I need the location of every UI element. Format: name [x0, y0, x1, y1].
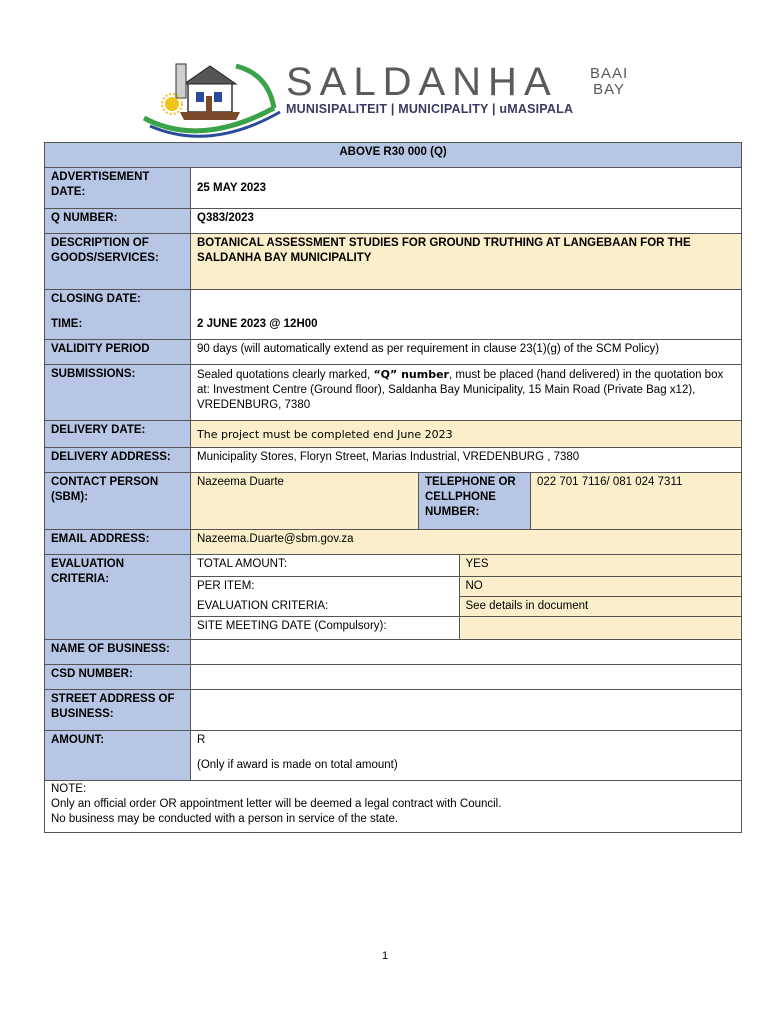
- name-of-business-label: NAME OF BUSINESS:: [45, 640, 191, 665]
- delivery-date-value: The project must be completed end June 2023: [191, 421, 742, 448]
- street-address-field[interactable]: [191, 690, 742, 731]
- email-label: EMAIL ADDRESS:: [45, 530, 191, 555]
- table-row: [45, 731, 742, 781]
- evaluation-key: PER ITEM:: [191, 577, 459, 597]
- description-label: DESCRIPTION OF GOODS/SERVICES:: [45, 234, 191, 290]
- table-row: [45, 365, 742, 421]
- submissions-label: SUBMISSIONS:: [45, 365, 191, 421]
- amount-note: (Only if award is made on total amount): [197, 759, 398, 771]
- logo-baai-bay: [590, 66, 628, 98]
- telephone-label: TELEPHONE OR CELLPHONE NUMBER:: [419, 473, 531, 530]
- evaluation-value: YES: [459, 555, 741, 577]
- description-value: BOTANICAL ASSESSMENT STUDIES FOR GROUND TRUTHING AT LANGEBAAN FOR THE SALDANHA BAY MUNICIPALITY: [191, 234, 742, 290]
- note-line-1: Only an official order OR appointment letter will be deemed a legal contract with Council.: [51, 798, 502, 810]
- evaluation-key: EVALUATION CRITERIA:: [197, 599, 329, 612]
- note-title: NOTE:: [51, 783, 87, 795]
- time-label: TIME:: [45, 315, 191, 340]
- name-of-business-field[interactable]: [191, 640, 742, 665]
- delivery-address-label: DELIVERY ADDRESS:: [45, 448, 191, 473]
- contact-person-value: Nazeema Duarte: [191, 473, 419, 530]
- closing-date-label: CLOSING DATE:: [45, 290, 191, 315]
- q-number-value: Q383/2023: [191, 209, 742, 234]
- validity-value: 90 days (will automatically extend as per requirement in clause 23(1)(g) of the SCM Policy): [191, 340, 742, 365]
- closing-date-value: [191, 290, 742, 315]
- street-address-label: STREET ADDRESS OF BUSINESS:: [45, 690, 191, 731]
- evaluation-value: NO: [459, 577, 741, 597]
- submissions-value: [191, 365, 742, 421]
- table-row: [45, 340, 742, 365]
- evaluation-key: SITE MEETING DATE (Compulsory):: [191, 617, 459, 640]
- csd-number-field[interactable]: [191, 665, 742, 690]
- telephone-value: 022 701 7116/ 081 024 7311: [531, 473, 742, 530]
- note-cell: [45, 781, 742, 833]
- validity-label: VALIDITY PERIOD: [45, 340, 191, 365]
- csd-number-label: CSD NUMBER:: [45, 665, 191, 690]
- table-row: [45, 781, 742, 833]
- table-row: [45, 665, 742, 690]
- delivery-address-value: Municipality Stores, Floryn Street, Marias Industrial, VREDENBURG , 7380: [191, 448, 742, 473]
- table-row: [45, 168, 742, 209]
- table-row: [45, 448, 742, 473]
- amount-field[interactable]: [191, 731, 742, 781]
- table-row: [45, 690, 742, 731]
- evaluation-criteria-table: [191, 555, 741, 639]
- logo-bay: BAY: [593, 81, 626, 98]
- table-row: [45, 530, 742, 555]
- form-header: ABOVE R30 000 (Q): [45, 143, 742, 168]
- table-row: [45, 143, 742, 168]
- evaluation-criteria-grid: [191, 555, 742, 640]
- municipality-logo: [140, 56, 640, 138]
- table-row: [45, 315, 742, 340]
- evaluation-row: [191, 555, 741, 577]
- table-row: [45, 234, 742, 290]
- amount-currency: R: [197, 734, 206, 746]
- evaluation-value: [459, 617, 741, 640]
- evaluation-row: [191, 577, 741, 597]
- page-number: 1: [381, 950, 389, 962]
- amount-label: AMOUNT:: [45, 731, 191, 781]
- contact-person-label: CONTACT PERSON (SBM):: [45, 473, 191, 530]
- advertisement-date-value: 25 MAY 2023: [191, 168, 742, 209]
- table-row: [45, 290, 742, 315]
- submissions-text-pre: Sealed quotations clearly marked,: [197, 369, 374, 381]
- evaluation-criteria-label: EVALUATION CRITERIA:: [45, 555, 191, 640]
- logo-title: SALDANHA: [286, 60, 558, 104]
- advertisement-date-label: ADVERTISEMENT DATE:: [45, 168, 191, 209]
- email-value: Nazeema.Duarte@sbm.gov.za: [191, 530, 742, 555]
- quotation-form-table: [44, 142, 742, 833]
- evaluation-key: TOTAL AMOUNT:: [197, 558, 287, 570]
- evaluation-row: [191, 597, 741, 617]
- note-line-2: No business may be conducted with a person in service of the state.: [51, 813, 399, 825]
- logo-emblem-icon: [140, 56, 290, 138]
- table-row: [45, 209, 742, 234]
- submissions-text-emph: “Q” number: [373, 368, 449, 381]
- table-row: [45, 421, 742, 448]
- table-row: [45, 640, 742, 665]
- delivery-date-label: DELIVERY DATE:: [45, 421, 191, 448]
- table-row: [45, 555, 742, 640]
- submissions-text-post: , must be placed (hand delivered) in the quotation box at: Investment Centre (Ground floor), Saldanha Bay Municipality, 15 Main Road (Private Bag x12), VREDENBURG, 7380: [197, 369, 724, 411]
- q-number-label: Q NUMBER:: [45, 209, 191, 234]
- table-row: [45, 473, 742, 530]
- time-value: 2 JUNE 2023 @ 12H00: [191, 315, 742, 340]
- evaluation-row: [191, 617, 741, 640]
- logo-subtitle: MUNISIPALITEIT | MUNICIPALITY | uMASIPALA: [286, 102, 574, 116]
- logo-baai: BAAI: [590, 65, 629, 82]
- evaluation-value: See details in document: [459, 597, 741, 617]
